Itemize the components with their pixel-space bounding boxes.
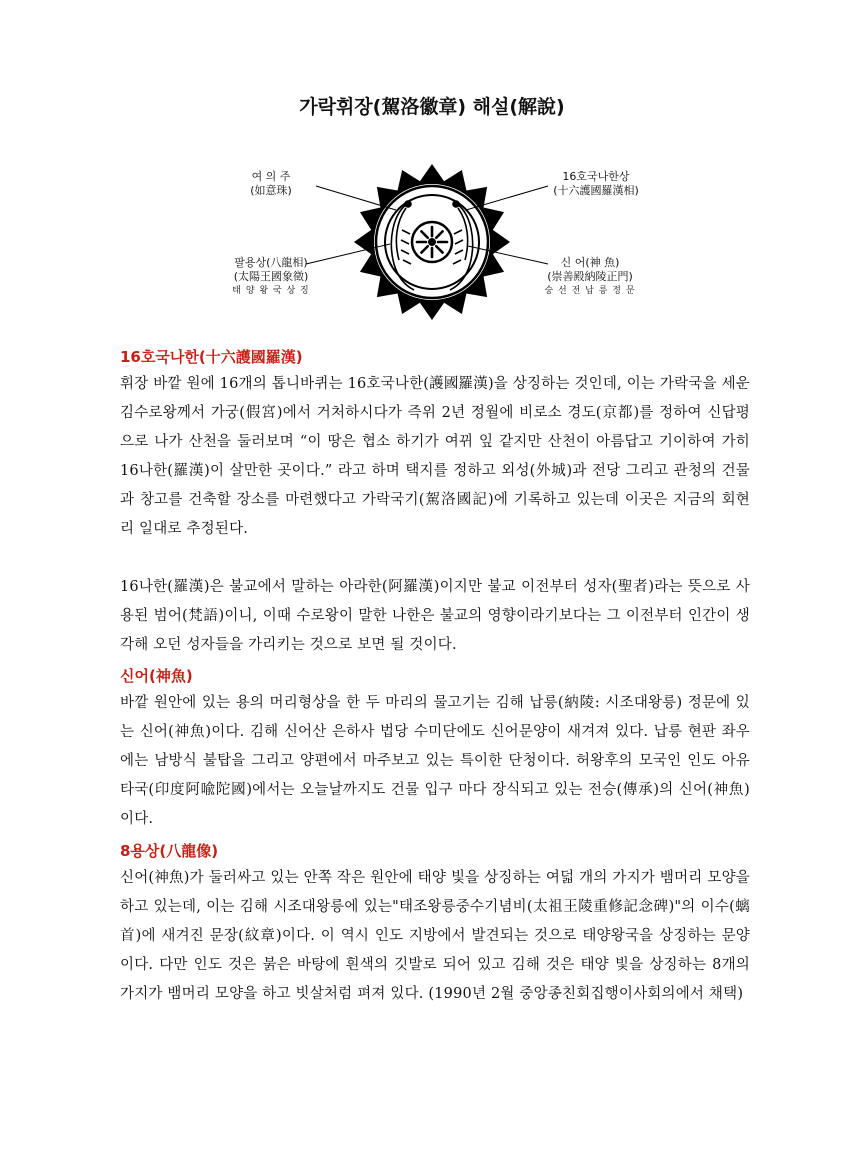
section-paragraph: 16나한(羅漢)은 불교에서 말하는 아라한(阿羅漢)이지만 불교 이전부터 성자(聖者)라는 뜻으로 사용된 범어(梵語)이니, 이때 수로왕이 말한 나한은 불교의 영향이라기보다는 그 이전부터 인간이 생각해 오던 성자들을 가리키는 것으로 보면 될 것이다. xyxy=(120,579,750,653)
callout-bottom-left xyxy=(226,256,316,298)
emblem-figure xyxy=(0,0,864,320)
callout-label-hanja: (十六護國羅漢相) xyxy=(553,184,639,197)
gaya-emblem-icon xyxy=(354,164,510,320)
callout-label: 여 의 주 xyxy=(251,170,291,183)
emblem-svg xyxy=(0,0,864,320)
callout-label-reading: 숭 선 전 납 릉 정 문 xyxy=(544,286,636,296)
page-title: 가락휘장(駕洛徽章) 해설(解說) xyxy=(299,96,565,118)
callout-label-reading: 태 양 왕 국 상 징 xyxy=(232,286,310,296)
callout-label-hanja: (如意珠) xyxy=(250,184,292,197)
section-paragraph: 휘장 바깥 원에 16개의 톱니바퀴는 16호국나한(護國羅漢)을 상징하는 것인데, 이는 가락국을 세운 김수로왕께서 가궁(假宮)에서 거처하시다가 즉위 2년 정월에 비로소 경도(京都)를 정하여 신답평으로 나가 산천을 둘러보며 “이 땅은 협소 하기가 여뀌 잎 같지만 산천이 아름답고 기이하여 가히 16나한(羅漢)이 살만한 곳이다.” 라고 하며 택지를 정하고 외성(外城)과 전당 그리고 관청의 건물과 창고를 건축할 장소를 마련했다고 가락국기(駕洛國記)에 기록하고 있는데 이곳은 지금의 회현리 일대로 추정된다. xyxy=(120,376,750,537)
callout-label: 16호국나한상 xyxy=(562,170,630,183)
callout-label-hanja: (崇善殿納陵正門) xyxy=(547,270,633,283)
section-paragraph: 바깥 원안에 있는 용의 머리형상을 한 두 마리의 물고기는 김해 납릉(納陵: 시조대왕릉) 정문에 있는 신어(神魚)이다. 김해 신어산 은하사 법당 수미단에도 신어문양이 새겨져 있다. 납릉 현판 좌우에는 남방식 불탑을 그리고 양편에서 마주보고 있는 특이한 단청이다. 허왕후의 모국인 인도 아유타국(印度阿喩陀國)에서는 오늘날까지도 건물 입구 마다 장식되고 있는 전승(傳承)의 신어(神魚)이다. xyxy=(120,695,750,827)
callout-top-right xyxy=(546,170,646,198)
callout-label-hanja: (太陽王國象徵) xyxy=(233,270,309,283)
section-heading: 신어(神魚) xyxy=(120,667,193,685)
callout-label: 팔용상(八龍相) xyxy=(234,256,308,269)
section-heading: 8용상(八龍像) xyxy=(120,842,219,860)
callout-label: 신 어(神 魚) xyxy=(560,256,620,269)
callout-bottom-right xyxy=(540,256,640,298)
callout-top-left xyxy=(236,170,306,198)
section-heading: 16호국나한(十六護國羅漢) xyxy=(120,348,303,366)
section-paragraph: 신어(神魚)가 둘러싸고 있는 안쪽 작은 원안에 태양 빛을 상징하는 여덟 개의 가지가 뱀머리 모양을 하고 있는데, 이는 김해 시조대왕릉에 있는"태조왕릉중수기념비(太祖王陵重修記念碑)"의 이수(螭首)에 새겨진 문장(紋章)이다. 이 역시 인도 지방에서 발견되는 것으로 태양왕국을 상징하는 문양이다. 다만 인도 것은 붉은 바탕에 흰색의 깃발로 되어 있고 김해 것은 태양 빛을 상징하는 8개의 가지가 뱀머리 모양을 하고 빗살처럼 펴져 있다. (1990년 2월 중앙종친회집행이사회의에서 채택) xyxy=(120,870,750,1002)
